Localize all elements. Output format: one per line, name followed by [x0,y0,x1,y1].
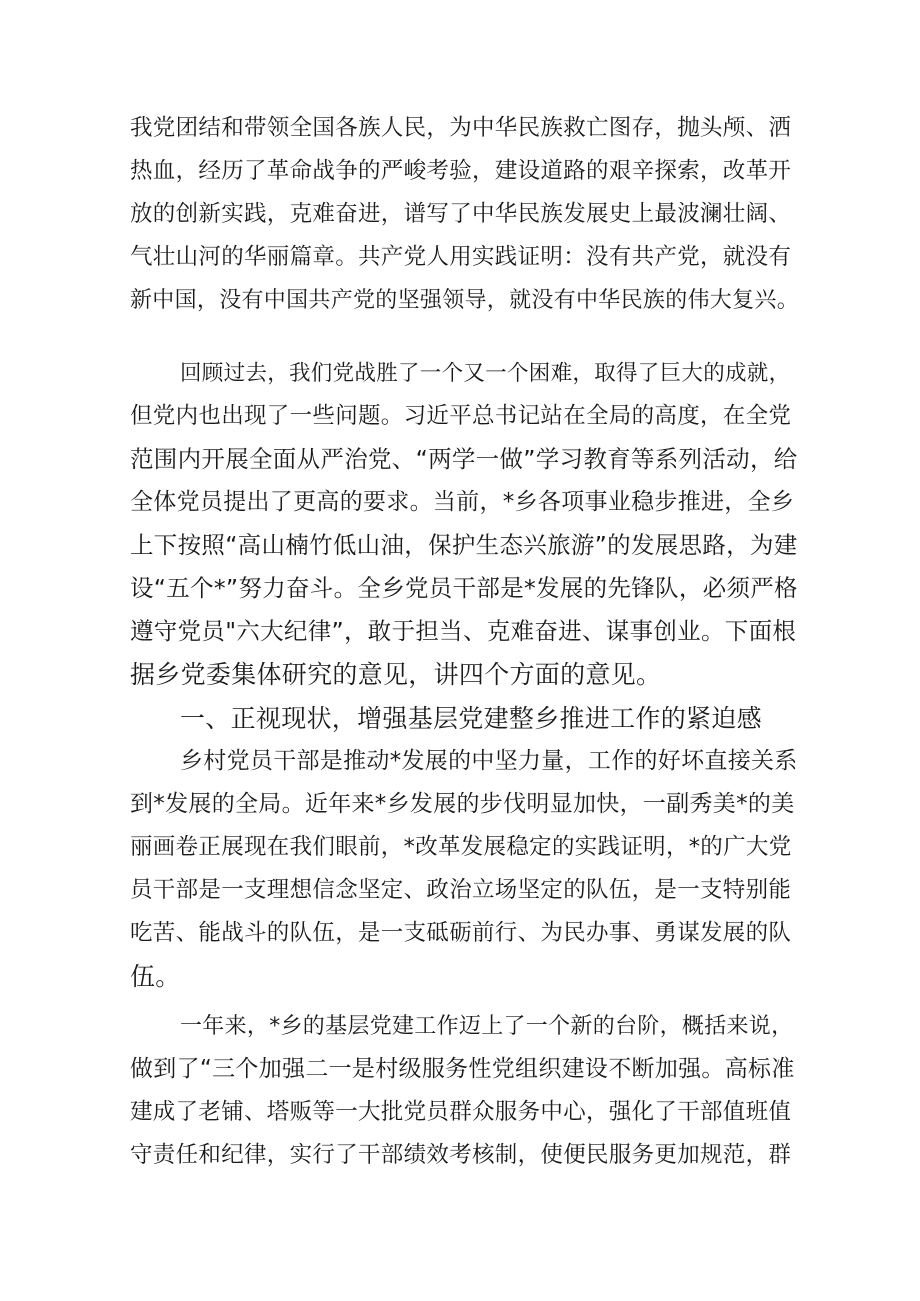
section-heading-text: 一、正视现状，增强基层党建整乡推进工作的紧迫感 [180,704,762,733]
paragraph-line: 做到了“三个加强二一是村级服务性党组织建设不断加强。高标准 [130,1056,795,1082]
paragraph-line: 守责任和纪律，实行了干部绩效考核制，使便民服务更加规范，群 [130,1142,792,1168]
paragraph-line: 据乡党委集体研究的意见，讲四个方面的意见。 [130,660,662,689]
paragraph-line: 吃苦、能战斗的队伍，是一支砥砺前行、为民办事、勇谋发展的队 [130,920,792,946]
paragraph-line: 范围内开展全面从严治党、“两学一做”学习教育等系列活动，给 [130,445,798,473]
paragraph-line: 伍。 [130,962,181,991]
paragraph-line: 上下按照“高山楠竹低山油，保护生态兴旅游”的发展思路，为建 [130,531,798,559]
paragraph-line: 热血，经历了革命战争的严峻考验，建设道路的艰辛探索，改革开 [130,158,792,184]
paragraph-4 [130,1005,800,1177]
paragraph-line: 到*发展的全局。近年来*乡发展的步伐明显加快，一副秀美*的美 [130,791,795,817]
paragraph-line: 我党团结和带领全国各族人民，为中华民族救亡图存，抛头颅、洒 [130,115,792,141]
paragraph-2 [130,352,800,696]
paragraph-line: 遵守党员"六大纪律”，敢于担当、克难奋进、谋事创业。下面根 [130,617,797,645]
paragraph-line: 气壮山河的华丽篇章。共产党人用实践证明：没有共产党，就没有 [130,244,792,270]
paragraph-line: 新中国，没有中国共产党的坚强领导，就没有中华民族的伟大复兴。 [130,288,800,313]
paragraph-line: 设“五个*”努力奋斗。全乡党员干部是*发展的先锋队，必须严格 [130,574,798,602]
paragraph-1 [130,107,800,322]
paragraph-line: 建成了老铺、塔贩等一大批党员群众服务中心，强化了干部值班值 [130,1099,792,1125]
paragraph-line: 丽画卷正展现在我们眼前，*改革发展稳定的实践证明，*的广大党 [130,834,792,860]
paragraph-line: 回顾过去，我们党战胜了一个又一个困难，取得了巨大的成就， [180,361,791,386]
paragraph-3 [130,740,800,998]
paragraph-line: 但党内也出现了一些问题。习近平总书记站在全局的高度，在全党 [130,403,792,429]
paragraph-line: 乡村党员干部是推动*发展的中坚力量，工作的好坏直接关系 [180,748,798,774]
paragraph-line: 一年来，*乡的基层党建工作迈上了一个新的台阶，概括来说， [180,1014,794,1039]
paragraph-line: 放的创新实践，克难奋进，谱写了中华民族发展史上最波澜壮阔、 [130,201,792,227]
paragraph-line: 全体党员提出了更高的要求。当前，*乡各项事业稳步推进，全乡 [130,489,795,515]
paragraph-line: 员干部是一支理想信念坚定、政治立场坚定的队伍，是一支特别能 [130,877,792,903]
section-heading [130,697,800,740]
